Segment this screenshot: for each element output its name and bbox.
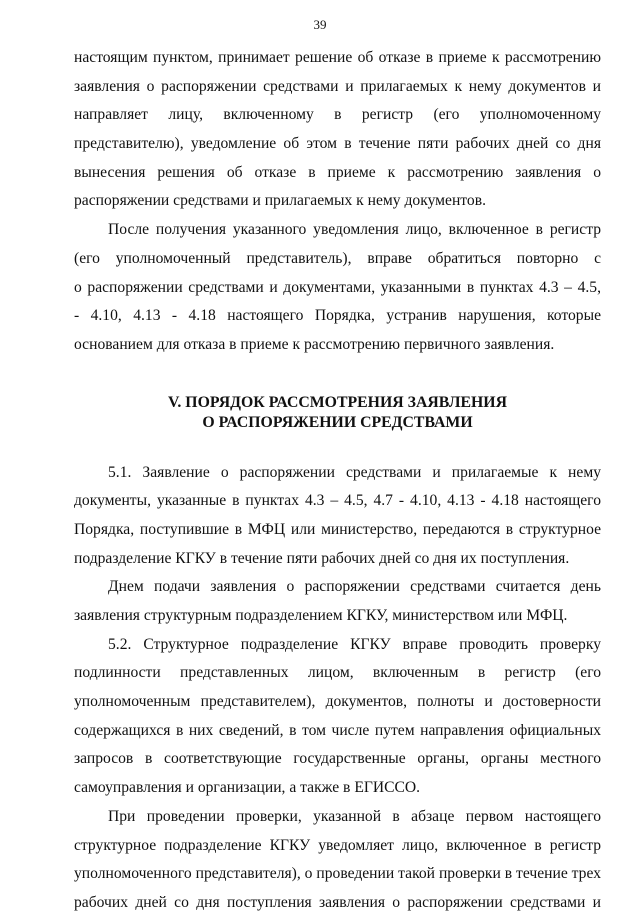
text-line: запросов в соответствующие государственные органы, органы местного <box>74 750 601 768</box>
text-line: Порядка, поступившие в МФЦ или министерство, передаются в структурное <box>74 520 601 538</box>
section-heading <box>74 393 601 433</box>
text-line: рабочих дней со дня поступления заявления о распоряжении средствами и <box>74 893 601 911</box>
text-line: Днем подачи заявления о распоряжении средствами считается день <box>108 578 601 596</box>
text-line: вынесения решения об отказе в приеме к рассмотрению заявления о <box>74 163 601 181</box>
page-number: 39 <box>313 17 327 32</box>
text-line: 5.2. Структурное подразделение КГКУ вправе проводить проверку <box>108 635 601 653</box>
text-line: содержащихся в них сведений, в том числе путем направления официальных <box>74 721 601 739</box>
text-line: направляет лицу, включенному в регистр (его уполномоченному <box>74 106 601 124</box>
text-line: подлинности представленных лицом, включенным в регистр (его <box>74 664 601 682</box>
text-line: уполномоченного представителя), о проведении такой проверки в течение трех <box>74 865 601 883</box>
text-line: самоуправления и организации, а также в ЕГИССО. <box>74 779 421 797</box>
paragraph <box>74 216 601 359</box>
text-line: (его уполномоченный представитель), вправе обратиться повторно с <box>74 249 601 267</box>
section-heading-line: О РАСПОРЯЖЕНИИ СРЕДСТВАМИ <box>202 413 473 431</box>
document-body <box>74 44 601 918</box>
text-line: о распоряжении средствами и документами, указанными в пунктах 4.3 – 4.5, <box>74 278 601 296</box>
text-line: документы, указанные в пунктах 4.3 – 4.5, 4.7 - 4.10, 4.13 - 4.18 настоящего <box>74 492 601 510</box>
text-line: распоряжении средствами и прилагаемых к нему документов. <box>74 192 486 210</box>
paragraph <box>74 573 601 630</box>
text-line: основанием для отказа в приеме к рассмотрению первичного заявления. <box>74 335 555 353</box>
paragraph <box>74 44 601 216</box>
text-line: При проведении проверки, указанной в абзаце первом настоящего <box>108 807 601 825</box>
text-line: подразделение КГКУ в течение пяти рабочих дней со дня их поступления. <box>74 549 570 567</box>
text-line: - 4.10, 4.13 - 4.18 настоящего Порядка, устранив нарушения, которые <box>74 307 601 325</box>
text-line: структурное подразделение КГКУ уведомляет лицо, включенное в регистр <box>74 836 601 854</box>
text-line: настоящим пунктом, принимает решение об отказе в приеме к рассмотрению <box>74 49 601 66</box>
paragraph <box>74 803 601 918</box>
text-line: После получения указанного уведомления лицо, включенное в регистр <box>108 221 601 239</box>
text-line: уполномоченным представителем), документов, полноты и достоверности <box>74 693 601 711</box>
text-line: заявления о распоряжении средствами и прилагаемых к нему документов и <box>74 77 601 95</box>
text-line: 5.1. Заявление о распоряжении средствами и прилагаемые к нему <box>108 463 601 481</box>
text-line: заявления структурным подразделением КГКУ, министерством или МФЦ. <box>74 607 568 624</box>
paragraph <box>74 631 601 803</box>
paragraph <box>74 459 601 574</box>
text-line: представителю), уведомление об этом в течение пяти рабочих дней со дня <box>74 135 601 153</box>
section-heading-line: V. ПОРЯДОК РАССМОТРЕНИЯ ЗАЯВЛЕНИЯ <box>168 393 507 411</box>
